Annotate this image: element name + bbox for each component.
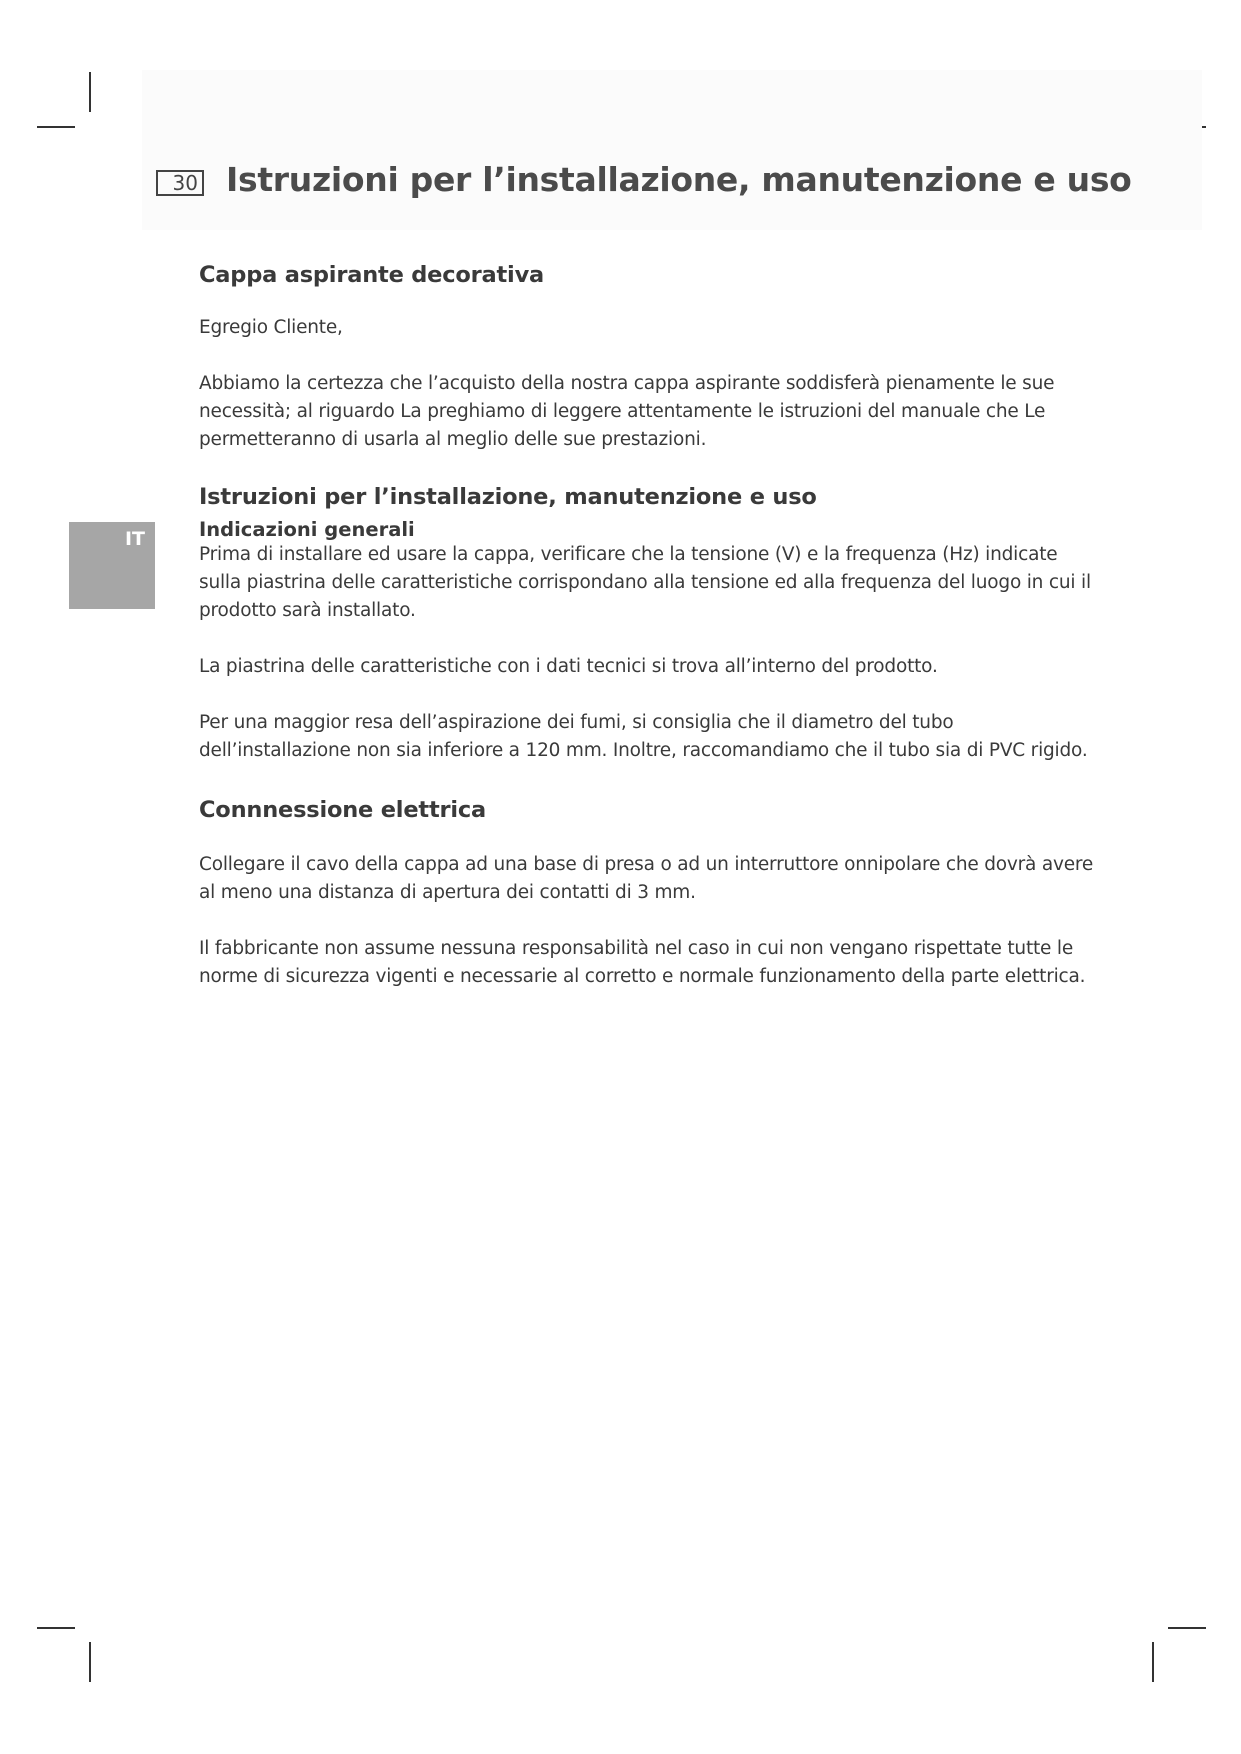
crop-mark-bottom-right-horizontal (1168, 1627, 1206, 1629)
liability-paragraph: Il fabbricante non assume nessuna responsabilità nel caso in cui non vengano rispettate tutte le norme di sicurezza vigenti e necessarie al corretto e normale funzionamento della parte elettrica. (199, 938, 1086, 987)
duct-diameter-paragraph: Per una maggior resa dell’aspirazione dei fumi, si consiglia che il diametro del tubo dell’installazione non sia inferiore a 120 mm. Inoltre, raccomandiamo che il tubo sia di PVC rigido. (199, 712, 1088, 761)
page-number: 30 (156, 170, 204, 196)
intro-paragraph: Abbiamo la certezza che l’acquisto della nostra cappa aspirante soddisferà pienamente le sue necessità; al riguardo La preghiamo di leggere attentamente le istruzioni del manuale che Le permetteranno di usarla al meglio delle sue prestazioni. (199, 373, 1055, 450)
language-tab: IT (69, 522, 155, 609)
general-info-subheading: Indicazioni generali (199, 518, 415, 541)
crop-mark-top-left-vertical (89, 72, 91, 112)
instructions-heading: Istruzioni per l’installazione, manutenzione e uso (199, 484, 817, 510)
crop-mark-bottom-left-horizontal (37, 1627, 75, 1629)
greeting-text: Egregio Cliente, (199, 317, 343, 338)
electrical-heading: Connnessione elettrica (199, 797, 487, 823)
electrical-connection-paragraph: Collegare il cavo della cappa ad una base di presa o ad un interruttore onnipolare che dovrà avere al meno una distanza di apertura dei contatti di 3 mm. (199, 854, 1094, 903)
crop-mark-top-left-horizontal (37, 126, 75, 128)
voltage-frequency-paragraph: Prima di installare ed usare la cappa, verificare che la tensione (V) e la frequenza (Hz) indicate sulla piastrina delle caratteristiche corrispondano alla tensione ed alla frequenza del luogo in cui il prodotto sarà installato. (199, 544, 1091, 621)
document-body (199, 262, 1099, 991)
page-title: Istruzioni per l’installazione, manutenzione e uso (226, 160, 1132, 199)
intro-heading: Cappa aspirante decorativa (199, 262, 545, 288)
crop-mark-bottom-right-vertical (1152, 1642, 1154, 1682)
rating-plate-paragraph: La piastrina delle caratteristiche con i dati tecnici si trova all’interno del prodotto. (199, 656, 938, 677)
crop-mark-bottom-left-vertical (89, 1642, 91, 1682)
header-background (142, 70, 1202, 230)
